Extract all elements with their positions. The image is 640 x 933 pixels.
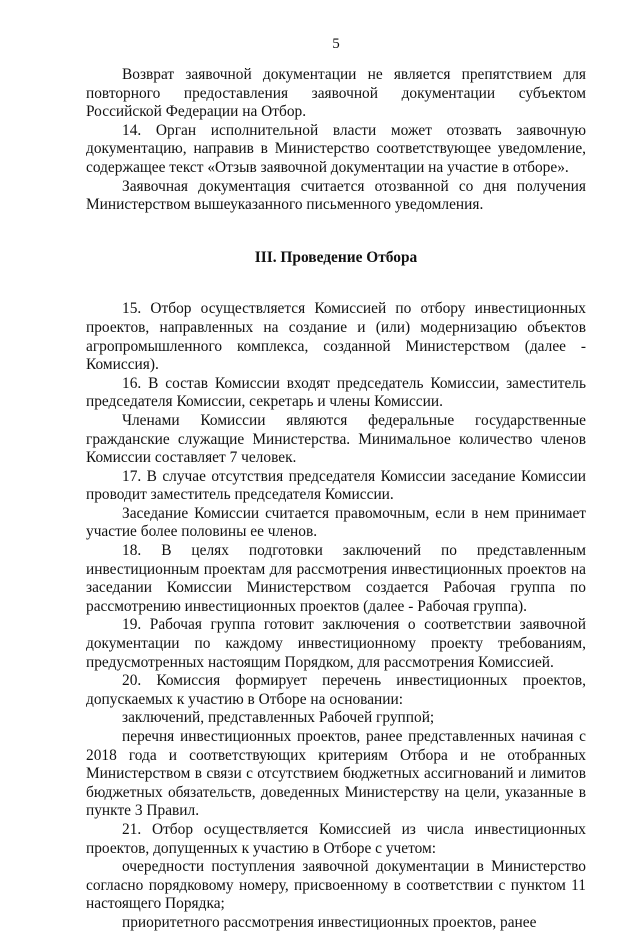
paragraph: Заседание Комиссии считается правомочным, если в нем принимает участие более половины ее членов. xyxy=(86,504,586,541)
paragraph: 18. В целях подготовки заключений по представленным инвестиционным проектам для рассмотрения инвестиционных проектов на заседании Комиссии Министерством создается Рабочая группа по рассмотрению инвестиционных проектов (далее - Рабочая группа). xyxy=(86,542,586,615)
paragraph: 15. Отбор осуществляется Комиссией по отбору инвестиционных проектов, направленных на создание и (или) модернизацию объектов агропромышленного комплекса, созданной Министерством (далее - Комиссия). xyxy=(86,300,586,374)
paragraph: приоритетного рассмотрения инвестиционных проектов, ранее xyxy=(122,913,537,931)
paragraph: перечня инвестиционных проектов, ранее представленных начиная с 2018 года и соответствующих критериям Отбора и не отобранных Министерством в связи с отсутствием бюджетных ассигнований и лимитов бюджетных обязательств, доведенных Министерству на цели, указанные в пункте 3 Правил. xyxy=(86,728,586,820)
paragraph: 16. В состав Комиссии входят председатель Комиссии, заместитель председателя Комиссии, секретарь и члены Комиссии. xyxy=(86,374,586,411)
paragraph: Членами Комиссии являются федеральные государственные гражданские служащие Министерства. Минимальное количество членов Комиссии составляет 7 человек. xyxy=(86,411,586,467)
paragraph: 17. В случае отсутствия председателя Комиссии заседание Комиссии проводит заместитель председателя Комиссии. xyxy=(86,467,586,504)
paragraph: 20. Комиссия формирует перечень инвестиционных проектов, допускаемых к участию в Отборе на основании: xyxy=(86,672,586,708)
paragraph: заключений, представленных Рабочей группой; xyxy=(122,709,435,727)
paragraph: Возврат заявочной документации не является препятствием для повторного предоставления заявочной документации субъектом Российской Федерации на Отбор. xyxy=(86,66,586,121)
paragraph: очередности поступления заявочной документации в Министерство согласно порядковому номеру, присвоенному в соответствии с пунктом 11 настоящего Порядка; xyxy=(86,858,586,913)
paragraph: 14. Орган исполнительной власти может отозвать заявочную документацию, направив в Министерство соответствующее уведомление, содержащее текст «Отзыв заявочной документации на участие в отборе». xyxy=(86,121,586,176)
paragraph: Заявочная документация считается отозванной со дня получения Министерством вышеуказанного письменного уведомления. xyxy=(86,177,586,214)
section-title: III. Проведение Отбора xyxy=(254,248,418,266)
paragraph: 19. Рабочая группа готовит заключения о соответствии заявочной документации по каждому инвестиционному проекту требованиям, предусмотренных настоящим Порядком, для рассмотрения Комиссией. xyxy=(86,616,586,671)
paragraph: 21. Отбор осуществляется Комиссией из числа инвестиционных проектов, допущенных к участию в Отборе с учетом: xyxy=(86,820,586,857)
page-number: 5 xyxy=(332,36,340,52)
document-body xyxy=(86,66,586,933)
